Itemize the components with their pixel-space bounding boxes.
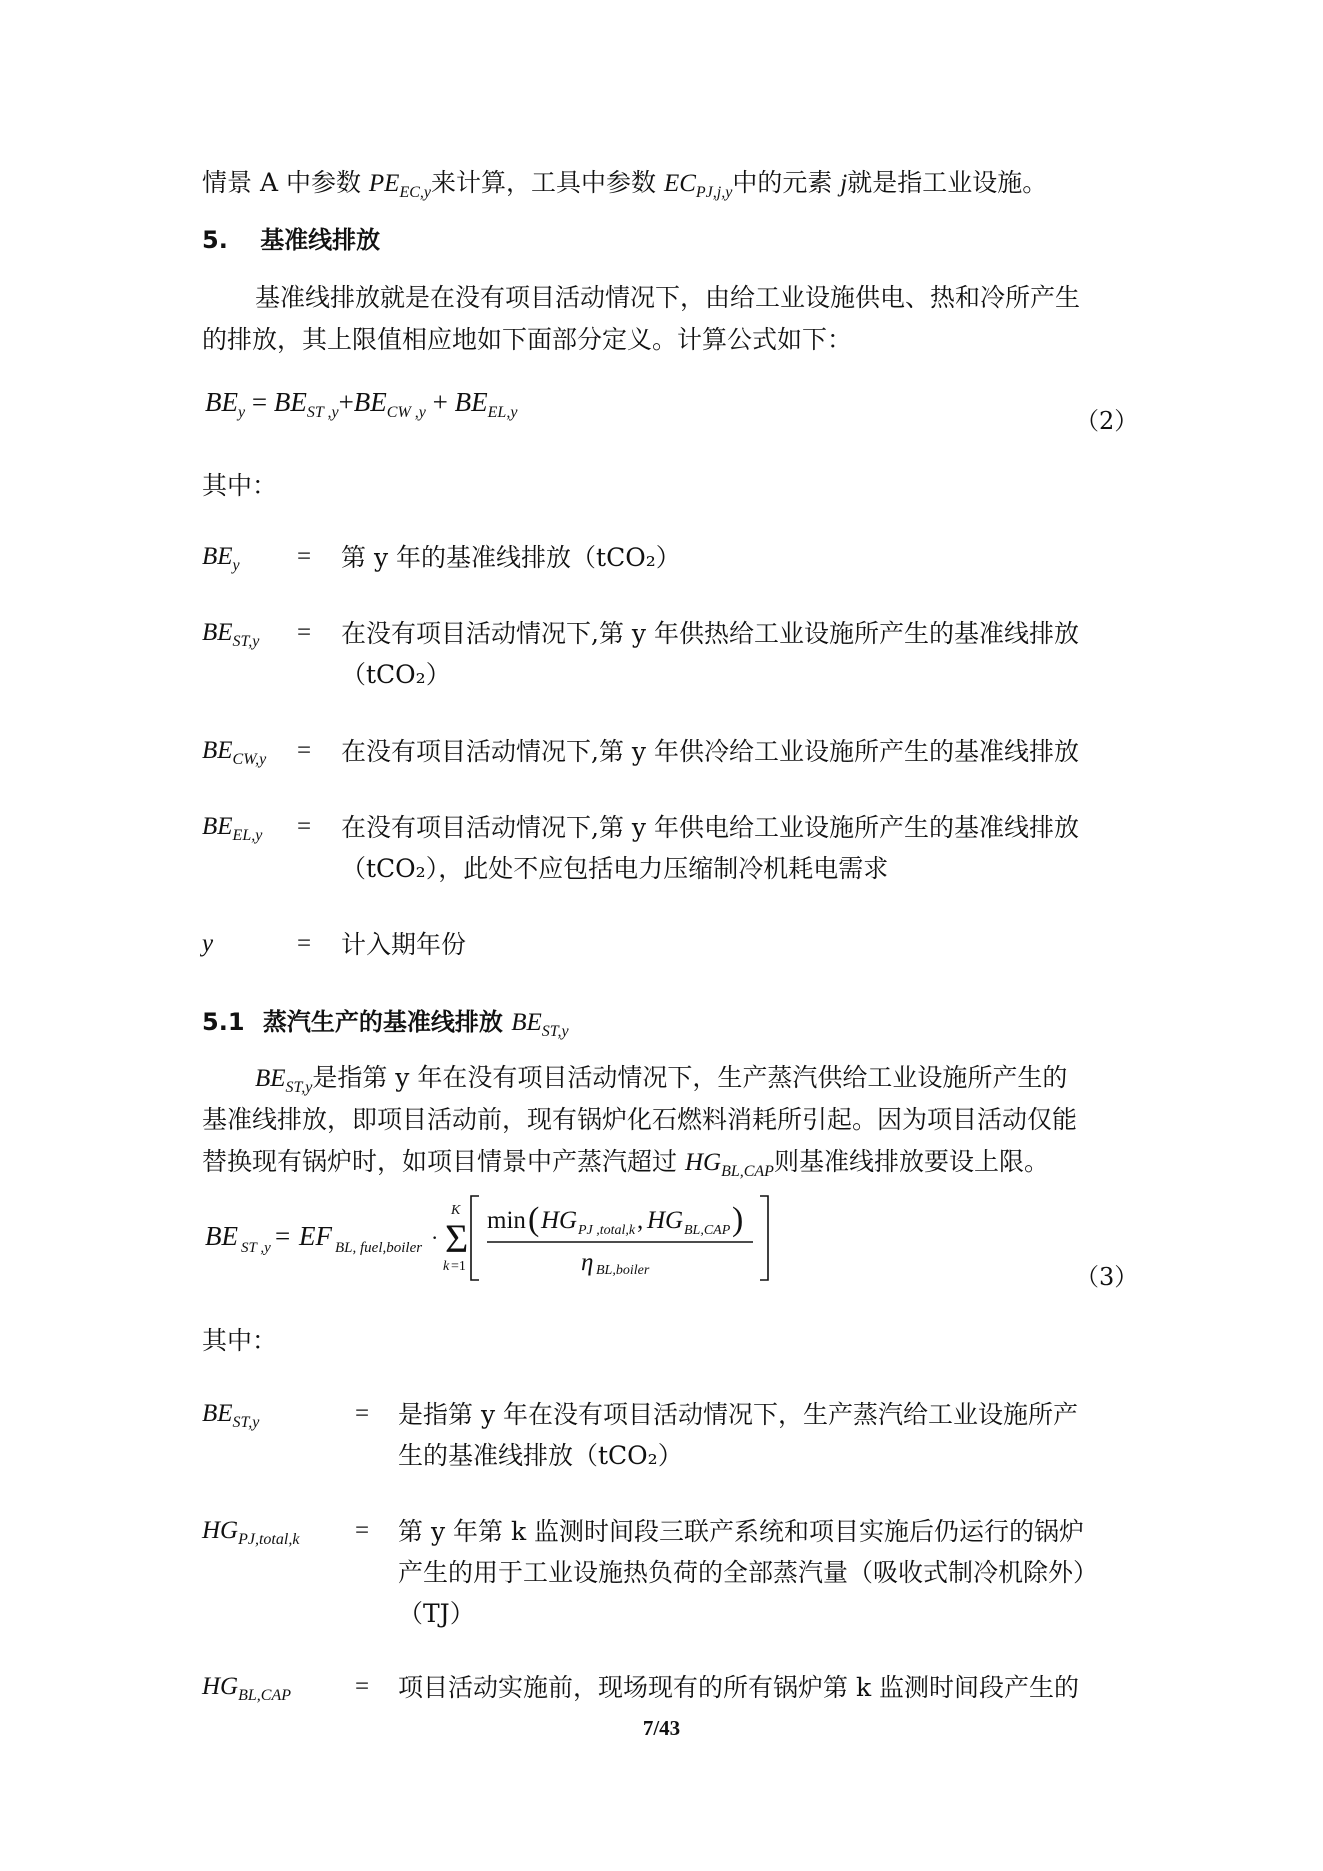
equals-sign: = [355, 1517, 370, 1544]
definition-text: 是指第 y 年在没有项目活动情况下，生产蒸汽给工业设施所产 [398, 1400, 1079, 1429]
definition-symbol: $HG_{PJ,total,k}$ [202, 1517, 300, 1548]
equals-sign: = [297, 737, 312, 764]
svg-text:HG: HG [647, 1207, 684, 1234]
symbol-ec: EC [663, 170, 696, 197]
paragraph-line: 基准线排放就是在没有项目活动情况下，由给工业设施供电、热和冷所产生 [255, 283, 1081, 312]
paragraph-line: $BE_{ST,y}$是指第 y 年在没有项目活动情况下，生产蒸汽供给工业设施所产生的 [255, 1063, 1068, 1096]
definition-symbol: $HG_{BL,CAP}$ [202, 1673, 291, 1704]
equals-sign: = [297, 813, 312, 840]
equals-sign: = [297, 543, 312, 570]
definition-text: 产生的用于工业设施热负荷的全部蒸汽量（吸收式制冷机除外） [398, 1558, 1099, 1587]
svg-text:BL,boiler: BL,boiler [596, 1263, 650, 1278]
svg-text:BE: BE [205, 1221, 238, 1251]
text-run: 来计算，工具中参数 [431, 168, 664, 197]
paragraph-line: 基准线排放，即项目活动前，现有锅炉化石燃料消耗所引起。因为项目活动仅能 [202, 1105, 1078, 1134]
text-run: 中的元素 [732, 168, 841, 197]
section-heading [202, 222, 380, 258]
definition-text: 在没有项目活动情况下,第 y 年供热给工业设施所产生的基准线排放 [341, 619, 1079, 648]
definition-symbol: $BE_{ST,y}$ [202, 1400, 260, 1431]
definition-symbol: $BE_{EL,y}$ [202, 813, 263, 844]
symbol-j: j [840, 170, 848, 197]
symbol-ec-subscript: PJ,j,y [695, 184, 733, 201]
svg-text:·: · [431, 1225, 439, 1250]
definition-text: 第 y 年的基准线排放（tCO₂） [341, 543, 681, 572]
section-title: 基准线排放 [260, 226, 381, 254]
svg-text:BL,CAP: BL,CAP [684, 1223, 731, 1238]
intro-line [202, 165, 1047, 211]
definition-symbol: $BE_{CW,y}$ [202, 737, 267, 768]
svg-text:ST ,y: ST ,y [241, 1240, 271, 1256]
equals-sign: = [355, 1400, 370, 1427]
definition-text: （TJ） [398, 1599, 475, 1628]
svg-text:,: , [637, 1207, 644, 1234]
definition-symbol: y [202, 930, 214, 957]
definition-symbol: $BE_y$ [202, 543, 240, 574]
paragraph-line: 的排放，其上限值相应地如下面部分定义。计算公式如下： [202, 325, 853, 354]
definition-text: 计入期年份 [341, 930, 467, 959]
definition-text: 第 y 年第 k 监测时间段三联产系统和项目实施后仍运行的锅炉 [398, 1517, 1085, 1546]
equals-sign: = [355, 1673, 370, 1700]
text-run: 情景 A 中参数 [202, 168, 369, 197]
paragraph-line: 替换现有锅炉时，如项目情景中产蒸汽超过 $HG_{BL,CAP}$则基准线排放要设上限。 [202, 1147, 1049, 1180]
svg-text:=1: =1 [451, 1259, 466, 1274]
svg-text:min: min [487, 1207, 526, 1234]
definition-text: 生的基准线排放（tCO₂） [398, 1441, 683, 1470]
where-label: 其中： [202, 471, 278, 500]
symbol-pe: PE [368, 170, 400, 197]
svg-text:=: = [275, 1221, 291, 1251]
symbol-pe-subscript: EC,y [399, 184, 431, 201]
svg-text:EF: EF [299, 1221, 332, 1251]
section-number: 5. [202, 226, 228, 254]
equals-sign: = [297, 930, 312, 957]
svg-text:(: ( [528, 1201, 540, 1238]
section-number: 5.1 [202, 1008, 245, 1036]
definition-text: 在没有项目活动情况下,第 y 年供冷给工业设施所产生的基准线排放 [341, 737, 1079, 766]
equation-3 [195, 1190, 795, 1290]
definition-symbol: $BE_{ST,y}$ [202, 619, 260, 650]
section-symbol: BE [511, 1009, 542, 1036]
text-run: 就是指工业设施。 [847, 168, 1048, 197]
definition-text: （tCO₂） [341, 660, 451, 689]
svg-text:Σ: Σ [445, 1216, 469, 1261]
section-title: 蒸汽生产的基准线排放 [262, 1008, 512, 1036]
equation-number: （3） [1075, 1263, 1139, 1291]
svg-text:η: η [581, 1249, 594, 1276]
svg-text:PJ ,total,k: PJ ,total,k [578, 1223, 636, 1238]
where-label: 其中： [202, 1326, 278, 1355]
definition-text: 项目活动实施前，现场现有的所有锅炉第 k 监测时间段产生的 [398, 1673, 1080, 1702]
subsection-heading: 5.1 蒸汽生产的基准线排放 $BE_{ST,y}$ [202, 1008, 569, 1040]
definition-text: 在没有项目活动情况下,第 y 年供电给工业设施所产生的基准线排放 [341, 813, 1079, 842]
svg-text:HG: HG [541, 1207, 578, 1234]
svg-text:k: k [443, 1259, 450, 1274]
svg-text:BL, fuel,boiler: BL, fuel,boiler [335, 1240, 423, 1256]
equation-number: （2） [1075, 407, 1139, 435]
page-number: 7/43 [642, 1716, 681, 1740]
svg-text:K: K [451, 1203, 461, 1218]
equals-sign: = [297, 619, 312, 646]
definition-text: （tCO₂），此处不应包括电力压缩制冷机耗电需求 [341, 854, 889, 883]
svg-text:): ) [732, 1201, 744, 1238]
equation-2: $BE_y = BE_{ST ,y}+BE_{CW ,y} + BE_{EL,y}$ [205, 387, 518, 421]
